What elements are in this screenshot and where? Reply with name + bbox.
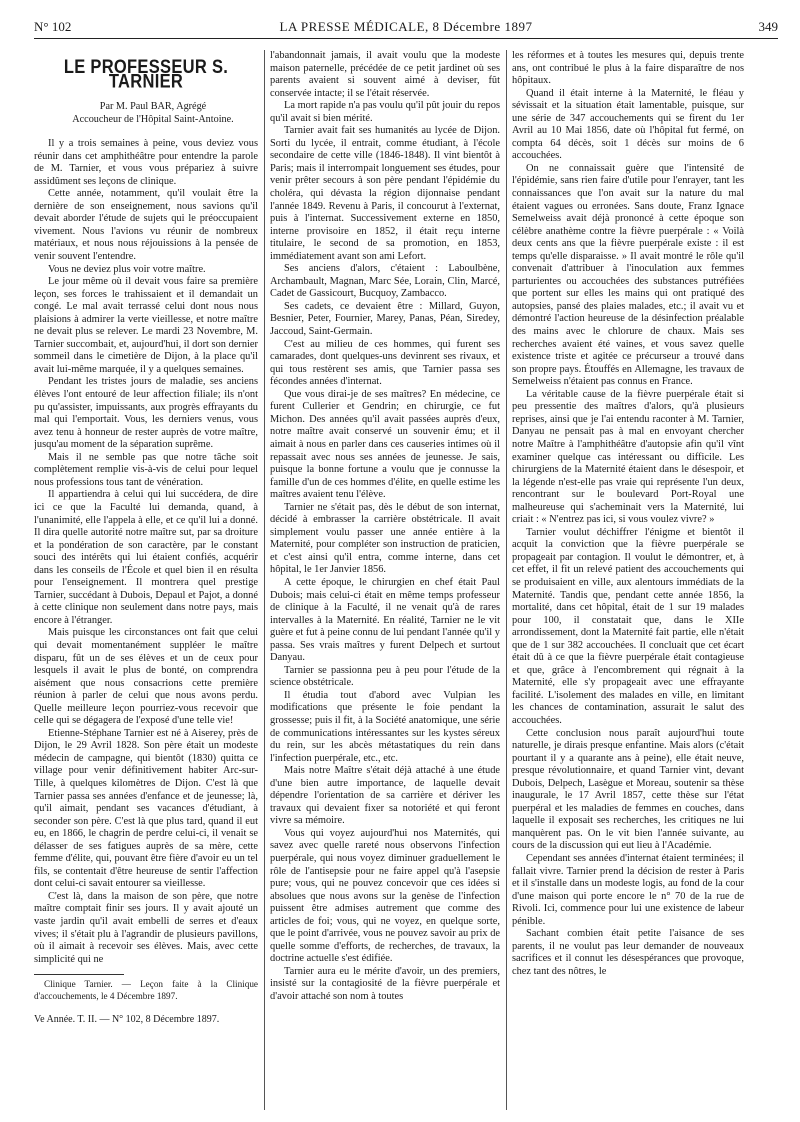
paragraph: Mais notre Maître s'était déjà attaché à une étude d'une bien autre importance, de laquelle devait dépendre l'orientation de sa carrière et dériver les travaux qui devaient fixer sa notoriété et qui feront vivre sa mémoire. [270, 765, 500, 827]
paragraph: l'abandonnait jamais, il avait voulu que la modeste maison paternelle, précédée de ce petit jardinet où ses parents avaient si souvent aimé à deviser, fût conservée intacte; il se l'était réservée. [270, 50, 500, 99]
article-byline: Par M. Paul BAR, Agrégé [99, 101, 207, 113]
article-title: LE PROFESSEUR S. TARNIER [63, 56, 229, 92]
paragraph: Pendant les tristes jours de maladie, ses anciens élèves l'ont entouré de leur affection filiale; ils n'ont pu qu'assister, impuissants, aux progrès effrayants du mal qui l'emportait. Vous, les derniers venus, vous avez tenu à honneur de rester auprès de votre maître, jusqu'au moment de la séparation suprême. [34, 376, 258, 451]
paragraph: Cependant ses années d'internat étaient terminées; il fallait vivre. Tarnier prend la décision de rester à Paris et il s'installe dans un modeste logis, au fond de la cour d'une maison qui porte encore le n° 70 de la rue de Rivoli. Ici, commence pour lui une existence de labeur pénible. [512, 853, 744, 927]
issue-footer: Ve Année. T. II. — N° 102, 8 Décembre 1897. [34, 1014, 220, 1026]
column-2 [270, 50, 500, 1110]
paragraph: On ne connaissait guère que l'intensité de l'épidémie, sans rien faire d'utile pour l'enrayer, tant les connaissances que l'on avait sur la nature du mal étaient vagues ou erronées. Sans doute, Franz Ignace Semelweiss avait déjà prononcé à cette époque son célèbre anathème contre la fièvre puerpérale : « Voilà deux cents ans que la fièvre puerpérale existe : il est temps qu'elle disparaisse. » Il avait montré le rôle qu'il convenait d'attribuer à l'inoculation aux femmes parturientes ou accouchées des substances putréfiées que portent sur elles les mains qui ont pratiqué des autopsies, pansé des plaies malades, etc.; il avait vu et démontré l'action heureuse de la désinfection préalable des mains avec le chlorure de chaux. Mais ses recherches avaient été vaines, et vous savez quelle existence triste et agitée ce précurseur a trouvé dans son propre pays. Étouffés en Allemagne, les travaux de Semelweiss n'étaient pas connus en France. [512, 162, 744, 388]
paragraph: A cette époque, le chirurgien en chef était Paul Dubois; mais celui-ci était en même temps professeur de clinique à la Faculté, il ne venait qu'à de rares intervalles à la Maternité. En réalité, Tarnier ne le vit guère et fut à peine connu de lui pendant l'année qu'il y passa. Ses vrais maîtres y furent Delpech et surtout Danyau. [270, 576, 500, 664]
paragraph: les réformes et à toutes les mesures qui, depuis trente ans, ont contribué le plus à la faire disparaître de nos hôpitaux. [512, 50, 744, 87]
paragraph: Il y a trois semaines à peine, vous deviez vous réunir dans cet amphithéâtre pour entendre la parole de M. Tarnier, et vous vous prépariez à suivre assidûment ses leçons de clinique. [34, 138, 258, 187]
paragraph: C'est là, dans la maison de son père, que notre maître comptait finir ses jours. Il y avait ajouté un vaste jardin qu'il avait embelli de serres et d'eaux vives; il s'était plu à l'agrandir de plusieurs pavillons, où il aimait à recevoir ses élèves. Mais, avec cette simplicité qui ne [34, 890, 258, 965]
paragraph: La véritable cause de la fièvre puerpérale était si peu pressentie des maîtres d'alors, qu'à plusieurs reprises, ainsi que je l'ai entendu raconter à M. Tarnier, Danyau ne pensait pas à mal en envoyant chercher notre Maître à l'amphithéâtre d'autopsie afin qu'il vînt examiner quelque cas intéressant ou difficile. Les chirurgiens de la Maternité étaient dans le désespoir, et la légende n'est-elle pas vraie qui représente l'un deux, rencontrant sur le boulevard Port-Royal une malheureuse qui s'acheminait vers la Maternité, lui criait : « N'entrez pas ici, si vous voulez vivre? » [512, 388, 744, 526]
paragraph: Ses cadets, ce devaient être : Millard, Guyon, Besnier, Peter, Fournier, Marey, Panas, Péan, Siredey, Jaccoud, Saint-Germain. [270, 300, 500, 338]
paragraph: Mais il ne semble pas que notre tâche soit complètement remplie vis-à-vis de celui pour lequel nous professions tous tant de vénération. [34, 451, 258, 488]
journal-title: LA PRESSE MÉDICALE, 8 Décembre 1897 [279, 19, 533, 34]
footnote-rule [34, 974, 124, 975]
paragraph: Tarnier aura eu le mérite d'avoir, un des premiers, insisté sur la contagiosité de la fièvre puerpérale et d'avoir attaché son nom à toutes [270, 965, 500, 1003]
paragraph: Cette année, notamment, qu'il voulait être la dernière de son enseignement, nous savions qu'il devait aborder l'étude de sujets qui le préoccupaient vivement. Nous l'avions vu réunir de nombreux matériaux, et nous nous réjouissions à la pensée de venir souvent l'entendre. [34, 188, 258, 263]
column-divider [264, 50, 265, 1110]
paragraph: Il appartiendra à celui qui lui succédera, de dire ici ce que la Faculté lui demanda, quand, à l'unanimité, elle l'appela à elle, et ce qu'il lui a donné. Il dira quelle autorité notre maître sut, par sa droiture et la pondération de son caractère, par le constant souci des intérêts qui lui étaient confiés, acquérir dans les conseils de l'École et quel bien il en résulta pour l'enseignement. Il montrera quel prestige Tarnier, succédant à Dubois, Depaul et Pajot, a donné à cette clinique non seulement dans notre pays, mais encore à l'étranger. [34, 489, 258, 626]
paragraph: Etienne-Stéphane Tarnier est né à Aiserey, près de Dijon, le 29 Avril 1828. Son père était un modeste médecin de campagne, qui bientôt (1830) quitta ce village pour venir définitivement habiter Arc-sur-Tille, à quelques kilomètres de Dijon. C'est là que Tarnier passa ses années d'enfance et de jeunesse; là, qu'il aimait, pendant ses vacances d'étudiant, à seconder son père. C'est là que plus tard, quand il eut eu, en 1866, le chagrin de perdre celui-ci, il venait se délasser de ses fatigues auprès de sa mère, cette femme d'élite, qui, pouvant être fière d'avoir eu un tel fils, se contentait d'être heureuse de sentir l'affection dont celui-ci savait entourer sa vieillesse. [34, 727, 258, 890]
paragraph: Sachant combien était petite l'aisance de ses parents, il ne voulut pas leur demander de nouveaux sacrifices et il connut les désespérances que provoque, chez tant des nôtres, le [512, 928, 744, 977]
paragraph: La mort rapide n'a pas voulu qu'il pût jouir du repos qu'il avait si bien mérité. [270, 100, 500, 124]
paragraph: Vous qui voyez aujourd'hui nos Maternités, qui savez avec quelle rareté nous observons l'infection puerpérale, qui nous voyez diminuer graduellement le rôle de l'antisepsie pour ne faire appel qu'à l'asepsie pure; vous, qui ne pouvez concevoir que ces idées si absolues que nous avons sur la genèse de l'infection puissent être admises autrement que comme des articles de foi; vous, qui ne voyez, en quelque sorte, que le point d'arrivée, vous ne pouvez savoir au prix de quelle somme d'efforts, de recherches, de travaux, la doctrine actuelle s'est édifiée. [270, 827, 500, 965]
column-3 [512, 50, 744, 1110]
column-1 [34, 50, 258, 1110]
paragraph: Quand il était interne à la Maternité, le fléau y sévissait et la situation était lamentable, puisque, sur une série de 347 accouchements qui se firent du 1er Avril au 10 Mai 1856, date où l'hôpital fut fermé, on compta 64 décès, soit 1 décès sur moins de 6 accouchées. [512, 87, 744, 162]
paragraph: Que vous dirai-je de ses maîtres? En médecine, ce furent Cullerier et Gendrin; en chirurgie, ce fut Michon. Des années qu'il avait passées auprès d'eux, notre maître avait conservé un souvenir ému; et il aimait à nous en parler dans ces causeries intimes où il repassait avec nous ses années de jeunesse. Je sais, puisque la bonne fortune a voulu que je connusse la famille d'un de ces hommes d'élite, en quelle estime les maîtres avaient tenu l'élève. [270, 388, 500, 501]
paragraph: Le jour même où il devait vous faire sa première leçon, ses forces le trahissaient et il demandait un congé. Le mal avait terrassé celui dont nous nous plaisions à admirer la verte vieillesse, et notre maître ne devait plus se relever. Le mardi 23 Novembre, M. Tarnier succombait, et, aujourd'hui, il dort son dernier sommeil dans le cimetière de Dijon, à la place qu'il avait lui-même marquée, il y a quelques semaines. [34, 276, 258, 375]
column-divider [506, 50, 507, 1110]
paragraph: C'est au milieu de ces hommes, qui furent ses camarades, dont quelques-uns devinrent ses rivaux, et qui tous restèrent ses amis, que Tarnier passa ses fécondes années d'internat. [270, 338, 500, 388]
paragraph: Il étudia tout d'abord avec Vulpian les modifications que présente le foie pendant la grossesse; puis il fit, à la Société anatomique, une série de communications intéressantes sur les kystes séreux du rein, sur les abcès métastatiques du rein dans l'infection puerpérale, etc., etc. [270, 689, 500, 764]
issue-number: N° 102 [34, 19, 72, 34]
page-header [34, 16, 778, 39]
paragraph: Cette conclusion nous paraît aujourd'hui toute naturelle, je dirais presque enfantine. Mais alors (c'était pourtant il y a quarante ans à peine), elle était neuve, presque révolutionnaire, et quand Tarnier vint, devant Dubois, Delpech, Lasègue et Moreau, soutenir sa thèse inaugurale, le 17 Avril 1857, cette thèse sur l'état puerpéral et les maladies de femmes en couches, dans laquelle il exposait ses recherches, les critiques ne lui manquèrent pas. On le vit bien l'année suivante, au cours de la discussion qui eut lieu à l'Académie. [512, 727, 744, 852]
paragraph: Mais puisque les circonstances ont fait que celui qui devait momentanément suppléer le maître disparu, fût un de ses élèves et un de ceux pour lesquels il avait le plus de bonté, on comprendra aisément que nous consacrions cette première réunion à parler de celui que nous avons perdu. Quelle meilleure leçon pourriez-vous recevoir que celle qui se dégagera de l'exposé d'une telle vie! [34, 627, 258, 727]
paragraph: Tarnier avait fait ses humanités au lycée de Dijon. Sorti du lycée, il entrait, comme étudiant, à l'école secondaire de cette ville (1846-1848). Il vint bientôt à Paris; mais il interrompait longuement ses études, pour venir prêter secours à son père pendant l'épidémie du choléra, qui dévasta la région dijonnaise pendant l'année 1849. Revenu à Paris, il concourut à l'externat, puis à l'internat. Successivement externe en 1850, interne provisoire en 1852, il était reçu interne titulaire, le second de sa promotion, en 1853, immédiatement avant son ami Lefort. [270, 125, 500, 262]
page-number: 349 [758, 19, 778, 34]
paragraph: Tarnier voulut déchiffrer l'énigme et bientôt il acquit la conviction que la fièvre puerpérale se propageait par contagion. Il voulut le démontrer, et, à cet effet, il fit un relevé patient des accouchements qui se produisaient en ville, aux alentours immédiats de la Maternité. Tandis que, pendant cette année 1856, la mortalité, dans cet hôpital, était de 1 sur 19 malades pour 100, il constatait que, dans le XIIe arrondissement, dont la Maternité fait partie, elle n'était que de 1 sur 382 accouchées. Il concluait que cet écart était dû à ce que la fièvre puerpérale était contagieuse et que, grâce à l'encombrement qui régnait à la Maternité, elle s'y propageait avec une effrayante facilité. L'isolement des malades en ville, en limitant les chances de contamination, assurait le salut des accouchées. [512, 526, 744, 726]
footnote: Clinique Tarnier. — Leçon faite à la Clinique d'accouchements, le 4 Décembre 1897. [34, 979, 258, 1001]
article-byline-role: Accoucheur de l'Hôpital Saint-Antoine. [72, 113, 234, 125]
paragraph: Tarnier ne s'était pas, dès le début de son internat, décidé à embrasser la carrière obstétricale. Il avait simplement voulu passer une année entière à la Maternité, pour compléter son instruction de praticien, et c'est ainsi qu'il entra, comme interne, dans cet hôpital, le 1er Janvier 1856. [270, 501, 500, 576]
paragraph: Vous ne deviez plus voir votre maître. [48, 263, 206, 275]
paragraph: Tarnier se passionna peu à peu pour l'étude de la science obstétricale. [270, 664, 500, 689]
paragraph: Ses anciens d'alors, c'étaient : Laboulbène, Archambault, Magnan, Marc Sée, Lorain, Clin, Marcé, Cadet de Gassicourt, Bucquoy, Zambacco. [270, 263, 500, 300]
